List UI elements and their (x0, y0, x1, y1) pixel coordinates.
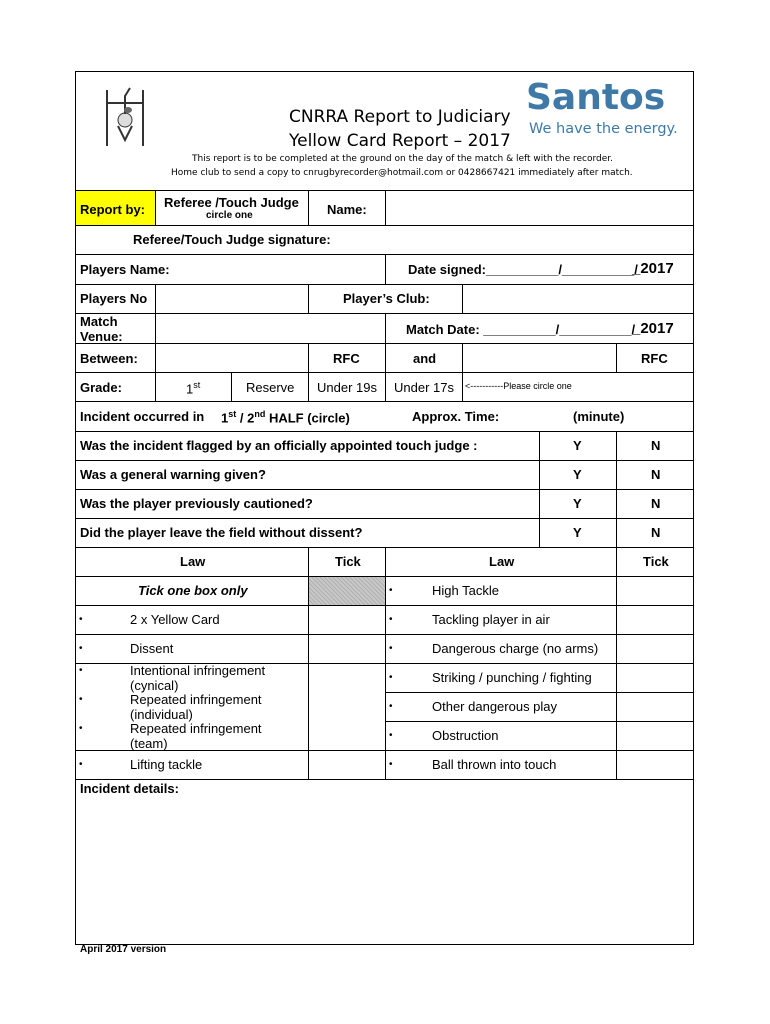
bullet: • (389, 672, 393, 683)
bullet: • (79, 614, 83, 625)
law-header-left: Law (180, 554, 206, 569)
instruction-line-1: This report is to be completed at the ground on the day of the match & left with the recorder. (192, 154, 614, 164)
incident-details-label: Incident details: (80, 781, 179, 796)
referee-touch-judge-option[interactable]: Referee /Touch Judge (164, 195, 299, 210)
no-option[interactable]: N (651, 496, 661, 511)
bullet: • (389, 585, 393, 596)
match-venue-field[interactable] (156, 314, 384, 342)
between-label: Between: (80, 351, 138, 366)
tick-box[interactable] (309, 606, 384, 633)
law-text: Repeated infringement (130, 692, 262, 707)
half-first-sup: st (228, 409, 237, 419)
law-text: Tackling player in air (432, 612, 550, 627)
players-club-label: Player’s Club: (343, 291, 430, 306)
law-text-line-2: (team) (130, 736, 168, 751)
no-option[interactable]: N (651, 467, 661, 482)
tick-box[interactable] (309, 635, 384, 662)
half-selection[interactable] (221, 410, 350, 424)
match-venue-label-1: Match (80, 314, 118, 329)
law-text: Intentional infringement (130, 663, 266, 678)
yes-option[interactable]: Y (573, 467, 582, 482)
title-line-2: Yellow Card Report – 2017 (289, 131, 511, 151)
tick-box[interactable] (309, 664, 384, 749)
date-signed-year: _2017 (632, 260, 674, 277)
law-text: High Tackle (432, 583, 499, 598)
name-field[interactable] (386, 191, 693, 224)
law-text: 2 x Yellow Card (130, 612, 220, 627)
tick-header-right: Tick (643, 554, 669, 569)
players-name-label: Players Name: (80, 262, 170, 277)
minute-label: (minute) (573, 409, 625, 424)
tick-header-left: Tick (335, 554, 361, 569)
law-text: Lifting tackle (130, 757, 203, 772)
tick-box[interactable] (617, 722, 693, 749)
law-header-right: Law (489, 554, 515, 569)
rfc-label-2: RFC (641, 351, 668, 366)
match-venue-label-2: Venue: (80, 329, 123, 344)
santos-logo: Santos (526, 77, 666, 118)
bullet: • (79, 694, 83, 705)
grade-reserve-option[interactable]: Reserve (246, 380, 295, 395)
bullet: • (389, 643, 393, 654)
date-signed-label[interactable]: Date signed:__________/__________/ (408, 262, 638, 277)
law-text: Dissent (130, 641, 174, 656)
players-name-field[interactable] (180, 255, 380, 283)
law-text: Repeated infringement (130, 721, 262, 736)
rfc-label-1: RFC (333, 351, 360, 366)
instruction-line-2: Home club to send a copy to cnrugbyrecorder@hotmail.com or 0428667421 immediately after match. (171, 168, 633, 178)
report-by-label: Report by: (80, 202, 145, 217)
bullet: • (389, 614, 393, 625)
bullet: • (79, 759, 83, 770)
incident-details-field[interactable] (76, 798, 693, 943)
approx-time-label: Approx. Time: (412, 409, 500, 424)
bullet: • (389, 701, 393, 712)
shaded-cell (309, 577, 385, 605)
bullet: • (79, 723, 83, 734)
match-date-year: _2017 (632, 320, 674, 337)
name-label: Name: (327, 202, 367, 217)
bullet: • (389, 759, 393, 770)
grade-under19-option[interactable]: Under 19s (317, 380, 377, 395)
bullet: • (79, 643, 83, 654)
half-sep-text: / 2 (236, 410, 255, 426)
title-line-1: CNRRA Report to Judiciary (289, 107, 511, 127)
tick-box[interactable] (617, 635, 693, 662)
law-text-line-2: (individual) (130, 707, 193, 722)
question-text: Was a general warning given? (80, 467, 266, 482)
players-club-field[interactable] (463, 285, 692, 312)
players-no-label: Players No (80, 291, 148, 306)
tick-box[interactable] (617, 606, 693, 633)
law-text-line-2: (cynical) (130, 678, 179, 693)
grade-first-option[interactable] (186, 381, 200, 395)
team-1-field[interactable] (156, 344, 307, 371)
half-text: HALF (circle) (265, 410, 350, 426)
grade-first-text: 1 (186, 381, 194, 397)
tick-box[interactable] (617, 751, 693, 778)
circle-one-hint: circle one (206, 210, 253, 221)
match-date-label[interactable]: Match Date: __________/__________/ (406, 322, 636, 337)
incident-occurred-label: Incident occurred in (80, 409, 205, 424)
yes-option[interactable]: Y (573, 525, 582, 540)
tick-one-box-only: Tick one box only (138, 583, 248, 598)
grade-label: Grade: (80, 380, 122, 395)
law-text: Ball thrown into touch (432, 757, 557, 772)
signature-field[interactable] (340, 226, 692, 253)
law-text: Striking / punching / fighting (432, 670, 592, 685)
law-text: Obstruction (432, 728, 499, 743)
team-2-field[interactable] (463, 344, 615, 371)
question-text: Was the incident flagged by an officially appointed touch judge : (80, 438, 478, 453)
law-text: Other dangerous play (432, 699, 558, 714)
half-second-sup: nd (254, 409, 266, 419)
grade-under17-option[interactable]: Under 17s (394, 380, 454, 395)
yes-option[interactable]: Y (573, 438, 582, 453)
yes-option[interactable]: Y (573, 496, 582, 511)
tick-box[interactable] (617, 577, 693, 604)
tick-box[interactable] (617, 664, 693, 691)
please-circle-note: <-----------Please circle one (465, 381, 572, 391)
grade-first-sup: st (193, 380, 201, 390)
santos-tagline: We have the energy. (529, 121, 678, 137)
no-option[interactable]: N (651, 525, 661, 540)
version-footer: April 2017 version (80, 944, 167, 955)
players-no-field[interactable] (156, 285, 307, 312)
law-text: Dangerous charge (no arms) (432, 641, 599, 656)
and-label: and (413, 351, 437, 366)
question-text: Did the player leave the field without dissent? (80, 525, 363, 540)
bullet: • (389, 730, 393, 741)
no-option[interactable]: N (651, 438, 661, 453)
half-first-text: 1 (221, 410, 229, 426)
tick-box[interactable] (309, 751, 384, 778)
question-text: Was the player previously cautioned? (80, 496, 313, 511)
bullet: • (79, 665, 83, 676)
tick-box[interactable] (617, 693, 693, 720)
referee-crest-icon (104, 80, 150, 148)
signature-label: Referee/Touch Judge signature: (133, 232, 331, 247)
